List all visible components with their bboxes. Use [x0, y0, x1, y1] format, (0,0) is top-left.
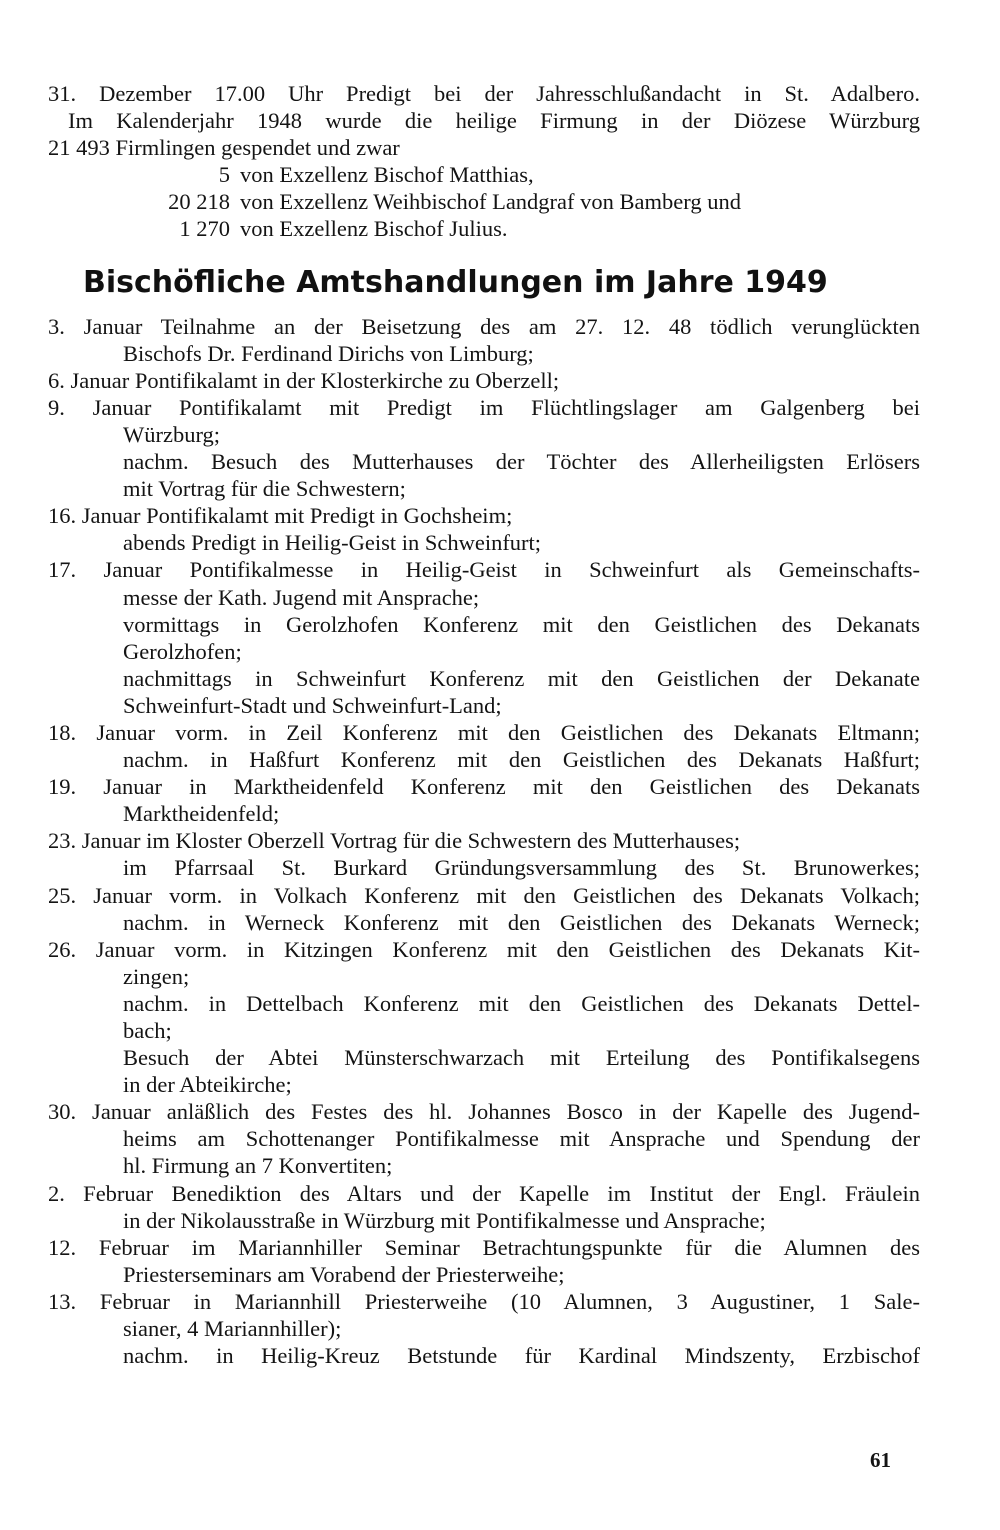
tally-text: von Exzellenz Bischof Julius.: [240, 216, 508, 242]
entry-line: 9. Januar Pontifikalamt mit Predigt im Flüchtlingslager am Galgenberg bei: [48, 394, 920, 420]
entry-line: Würzburg;: [123, 421, 221, 447]
entry-line: 25. Januar vorm. in Volkach Konferenz mit den Geistlichen des Dekanats Volkach;: [48, 882, 920, 908]
tally-text: von Exzellenz Weihbischof Landgraf von Bamberg und: [240, 189, 741, 215]
entry-line: 30. Januar anläßlich des Festes des hl. Johannes Bosco in der Kapelle des Jugend-: [48, 1099, 920, 1125]
entry-line: 12. Februar im Mariannhiller Seminar Betrachtungspunkte für die Alumnen des: [48, 1234, 920, 1260]
entry-line: 3. Januar Teilnahme an der Beisetzung des am 27. 12. 48 tödlich verunglückten: [48, 313, 920, 339]
entry-line: vormittags in Gerolzhofen Konferenz mit den Geistlichen des Dekanats: [123, 611, 920, 637]
entry-line: 2. Februar Benediktion des Altars und der Kapelle im Institut der Engl. Fräulein: [48, 1180, 920, 1206]
tally-text: von Exzellenz Bischof Matthias,: [240, 162, 534, 188]
tally-row: [48, 161, 920, 188]
entry-line: nachmittags in Schweinfurt Konferenz mit den Geistlichen der Dekanate: [123, 665, 920, 691]
entry-line: 23. Januar im Kloster Oberzell Vortrag für die Schwestern des Mutterhauses;: [48, 828, 741, 854]
entry-line: Besuch der Abtei Münsterschwarzach mit Erteilung des Pontifikalsegens: [123, 1045, 920, 1071]
page-body: [48, 80, 920, 1369]
entry-line: nachm. Besuch des Mutterhauses der Töchter des Allerheiligsten Erlösers: [123, 449, 920, 475]
entry-line: 16. Januar Pontifikalamt mit Predigt in Gochsheim;: [48, 503, 513, 529]
tally-count: 5: [218, 162, 230, 188]
entry-line: nachm. in Werneck Konferenz mit den Geistlichen des Dekanats Werneck;: [123, 909, 920, 935]
entry-line: heims am Schottenanger Pontifikalmesse mit Ansprache und Spendung der: [123, 1126, 920, 1152]
entry-line: Priesterseminars am Vorabend der Priesterweihe;: [123, 1261, 565, 1287]
entry-line: 18. Januar vorm. in Zeil Konferenz mit den Geistlichen des Dekanats Eltmann;: [48, 719, 920, 745]
entry-line: 6. Januar Pontifikalamt in der Klosterkirche zu Oberzell;: [48, 367, 560, 393]
entry-line: nachm. in Dettelbach Konferenz mit den Geistlichen des Dekanats Dettel-: [123, 990, 920, 1016]
entry-line: abends Predigt in Heilig-Geist in Schweinfurt;: [123, 530, 542, 556]
tally-row: [48, 215, 920, 242]
section-heading: Bischöfliche Amtshandlungen im Jahre 1949: [83, 264, 828, 300]
entry-line: 13. Februar in Mariannhill Priesterweihe (10 Alumnen, 3 Augustiner, 1 Sale-: [48, 1288, 920, 1314]
text-line: 31. Dezember 17.00 Uhr Predigt bei der Jahresschlußandacht in St. Adalbero.: [48, 81, 920, 106]
entry-line: zingen;: [123, 963, 190, 989]
entry-line: Gerolzhofen;: [123, 638, 242, 664]
entry-line: Schweinfurt-Stadt und Schweinfurt-Land;: [123, 692, 502, 718]
entry-line: Marktheidenfeld;: [123, 801, 280, 827]
page-number: 61: [870, 1448, 891, 1472]
tally-count: 20 218: [168, 189, 230, 215]
entry-line: im Pfarrsaal St. Burkard Gründungsversammlung des St. Brunowerkes;: [123, 855, 920, 881]
entry-line: messe der Kath. Jugend mit Ansprache;: [123, 584, 480, 610]
text-line: 21 493 Firmlingen gespendet und zwar: [48, 135, 400, 161]
entry-line: nachm. in Haßfurt Konferenz mit den Geistlichen des Dekanats Haßfurt;: [123, 747, 920, 773]
entry-line: mit Vortrag für die Schwestern;: [123, 476, 406, 502]
entry-line: in der Abteikirche;: [123, 1072, 292, 1098]
entry-line: 26. Januar vorm. in Kitzingen Konferenz mit den Geistlichen des Dekanats Kit-: [48, 936, 920, 962]
entry-line: nachm. in Heilig-Kreuz Betstunde für Kardinal Mindszenty, Erzbischof: [123, 1343, 920, 1369]
entry-line: sianer, 4 Mariannhiller);: [123, 1316, 342, 1342]
entry-line: 19. Januar in Marktheidenfeld Konferenz mit den Geistlichen des Dekanats: [48, 774, 920, 800]
entry-line: 17. Januar Pontifikalmesse in Heilig-Geist in Schweinfurt als Gemeinschafts-: [48, 557, 920, 583]
tally-count: 1 270: [179, 216, 230, 242]
entry-line: in der Nikolausstraße in Würzburg mit Pontifikalmesse und Ansprache;: [123, 1207, 766, 1233]
entry-line: hl. Firmung an 7 Konvertiten;: [123, 1153, 393, 1179]
entry-line: bach;: [123, 1018, 172, 1043]
tally-row: [48, 188, 920, 215]
text-line: Im Kalenderjahr 1948 wurde die heilige Firmung in der Diözese Würzburg: [68, 108, 920, 134]
entry-line: Bischofs Dr. Ferdinand Dirichs von Limburg;: [123, 340, 534, 366]
